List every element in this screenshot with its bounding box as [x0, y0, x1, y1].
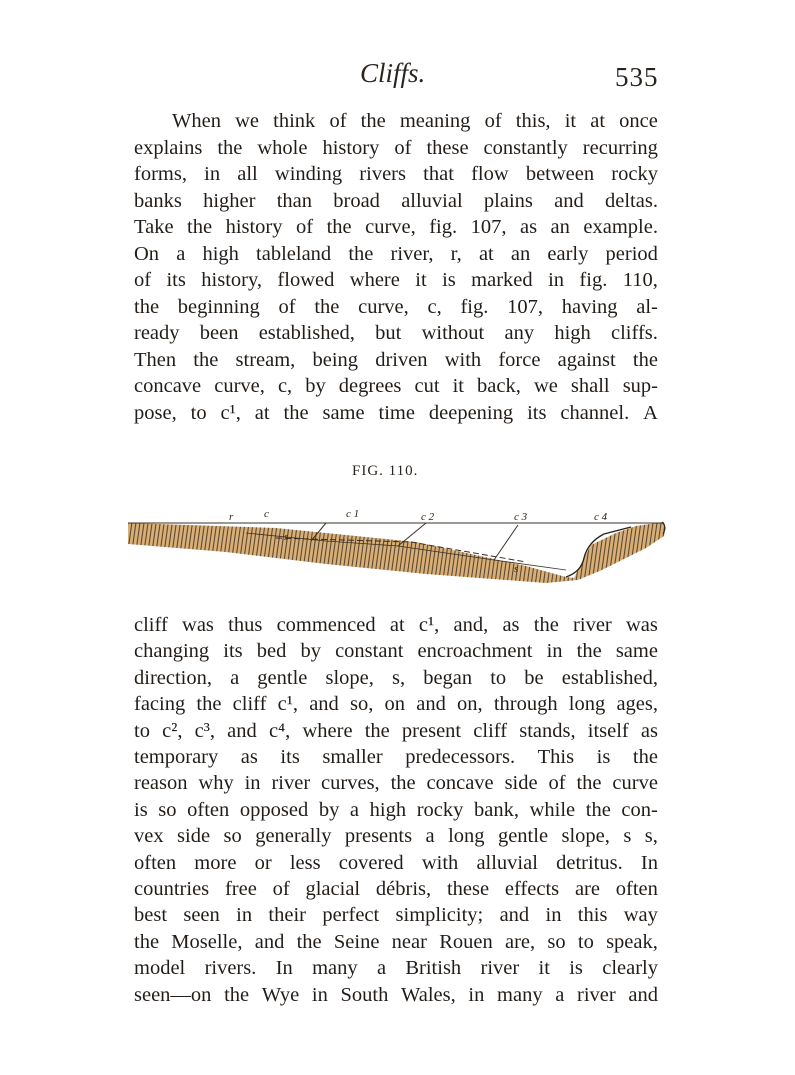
text-line: the Moselle, and the Seine near Rouen are, so to speak,: [134, 930, 658, 953]
label-c3: c 3: [514, 511, 528, 523]
page-number: 535: [615, 62, 659, 92]
label-c2: c 2: [421, 511, 435, 523]
text-line: temporary as its smaller predecessors. This is the: [134, 746, 658, 768]
label-c1: c 1: [346, 508, 360, 520]
label-c4: c 4: [594, 511, 608, 523]
text-line: of its history, flowed where it is marked in fig. 110,: [134, 269, 658, 291]
label-s-right: s: [514, 563, 519, 575]
text-line: forms, in all winding rivers that flow between rocky: [134, 163, 658, 185]
text-line: often more or less covered with alluvial detritus. In: [134, 851, 658, 874]
text-line: banks higher than broad alluvial plains and deltas.: [134, 189, 658, 212]
text-line: concave curve, c, by degrees cut it back, we shall sup-: [134, 375, 658, 397]
running-head: Cliffs.: [360, 58, 426, 88]
text-line: When we think of the meaning of this, it at once: [172, 110, 658, 132]
river-cross-section-diagram: [126, 500, 671, 590]
text-line: model rivers. In many a British river it is clearly: [134, 957, 658, 980]
label-s-left: s: [284, 531, 289, 543]
text-line: pose, to c¹, at the same time deepening its channel. A: [134, 401, 658, 424]
text-line: is so often opposed by a high rocky bank, while the con-: [134, 798, 658, 821]
text-line: changing its bed by constant encroachment in the same: [134, 640, 658, 663]
text-line: cliff was thus commenced at c¹, and, as the river was: [134, 614, 658, 636]
text-line: seen—on the Wye in South Wales, in many a river and: [134, 983, 658, 1006]
text-line: direction, a gentle slope, s, began to be established,: [134, 666, 658, 689]
text-line: to c², c³, and c⁴, where the present cliff stands, itself as: [134, 719, 658, 742]
former-cliff-c3: [494, 525, 518, 560]
label-c: c: [264, 508, 269, 520]
label-r: r: [229, 511, 234, 523]
text-line: facing the cliff c¹, and so, on and on, through long ages,: [134, 693, 658, 716]
text-line: reason why in river curves, the concave side of the curve: [134, 772, 658, 795]
text-line: Then the stream, being driven with force against the: [134, 348, 658, 371]
figure-caption: FIG. 110.: [352, 463, 419, 479]
figure-110: [126, 500, 671, 590]
text-line: Take the history of the curve, fig. 107, as an example.: [134, 216, 658, 238]
text-line: countries free of glacial débris, these effects are often: [134, 878, 658, 900]
text-line: best seen in their perfect simplicity; and in this way: [134, 904, 658, 927]
text-line: the beginning of the curve, c, fig. 107, having al-: [134, 295, 658, 318]
text-line: explains the whole history of these constantly recurring: [134, 136, 658, 159]
text-line: On a high tableland the river, r, at an early period: [134, 242, 658, 265]
text-line: ready been established, but without any high cliffs.: [134, 322, 658, 344]
text-line: vex side so generally presents a long gentle slope, s s,: [134, 825, 658, 848]
